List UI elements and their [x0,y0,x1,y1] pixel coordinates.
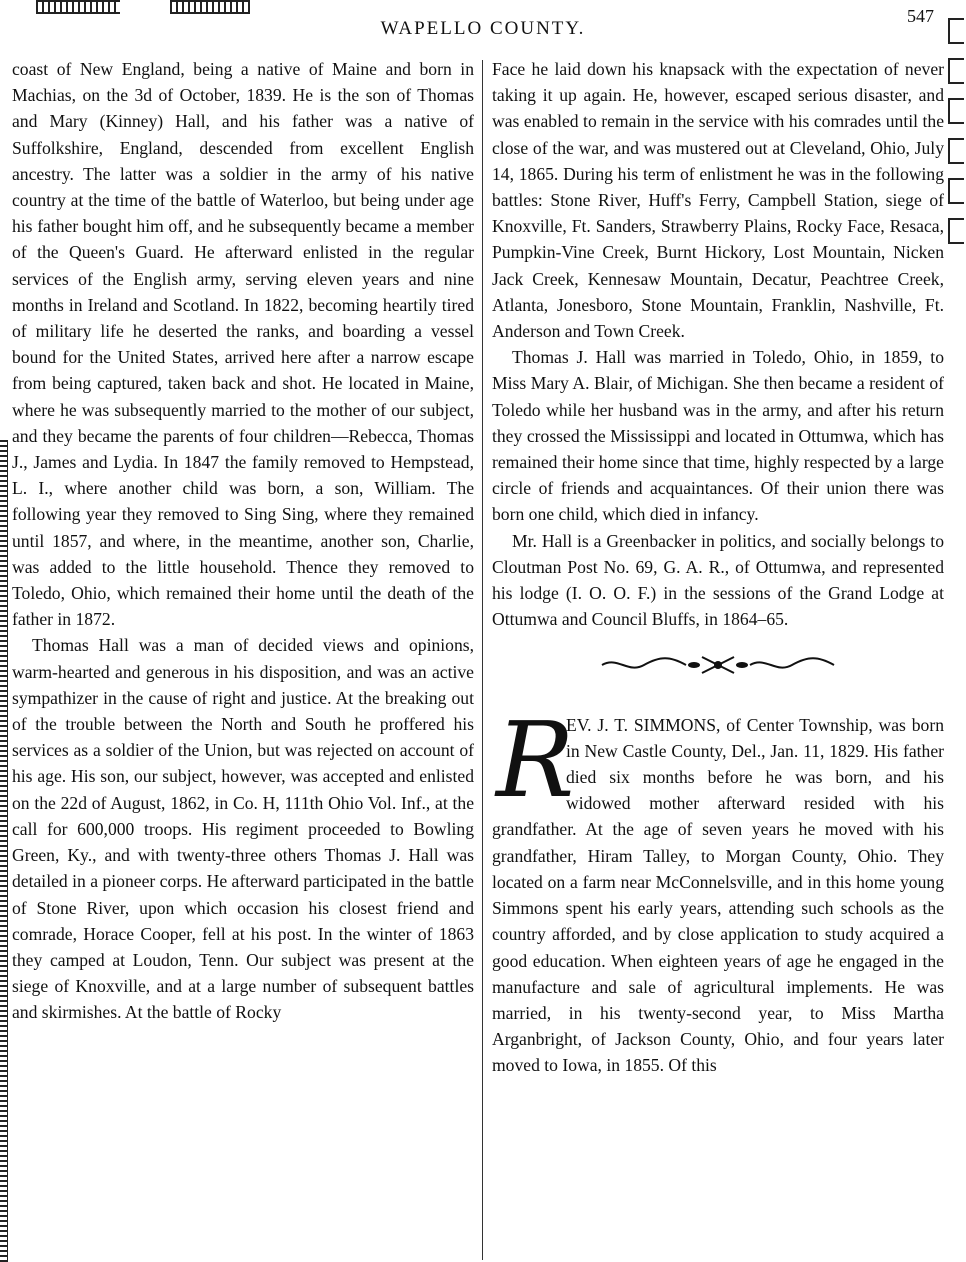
paragraph: EV. J. T. SIMMONS, of Center Township, was born in New Castle County, Del., Jan. 11, 1829. His father died six months before he was born, and his widowed mother afterward resided with his grandfather. At the age of seven years he moved with his grandfather, Hiram Talley, to Morgan County, Ohio. They located on a farm near McConnelsville, and in this home young Simmons spent his early years, attending such schools as the country afforded, and by close application to study acquired a good education. When eighteen years of age he engaged in the manufacture and sale of agricultural implements. He was married, in his twenty-second year, to Miss Martha Arganbright, of Jackson County, Ohio, and four years later moved to Iowa, in 1855. Of this [492,714,944,1076]
paragraph: Mr. Hall is a Greenbacker in politics, and socially belongs to Cloutman Post No. 69, G. A. R., of Ottumwa, and represented his lodge (I. O. O. F.) in the sessions of the Grand Lodge at Ottumwa and Council Bluffs, in 1864–65. [492,530,944,630]
right-margin-border [944,0,966,300]
right-column [492,56,944,1079]
running-head: WAPELLO COUNTY. [380,18,586,39]
drop-cap: R [496,698,575,821]
paragraph: Face he laid down his knapsack with the expectation of never taking it up again. He, however, escaped serious disaster, and was enabled to remain in the service with his comrades until the close of the war, and was mustered out at Cleveland, Ohio, July 14, 1865. During his term of enlistment he was in the following battles: Stone River, Huff's Ferry, Campbell Station, siege of Knoxville, Ft. Sanders, Strawberry Plains, Rocky Face, Resaca, Pumpkin-Vine Creek, Burnt Hickory, Lost Mountain, Nicken Jack Creek, Kennesaw Mountain, Decatur, Peachtree Creek, Atlanta, Jonesboro, Stone Mountain, Franklin, Nashville, Ft. Anderson and Town Creek. [492,59,944,342]
paragraph: coast of New England, being a native of Maine and born in Machias, on the 3d of October, 1839. He is the son of Thomas and Mary (Kinney) Hall, and his father was a native of Suffolkshire, England, descended from excellent English ancestry. The latter was a soldier in the army of his native country at the time of the battle of Waterloo, but being under age his father bought him off, and he subsequently became a member of the Queen's Guard. He afterward enlisted in the regular services of the English army, serving eleven years and nine months in Ireland and Scotland. In 1822, becoming heartily tired of military life he deserted the ranks, and boarding a vessel bound for the United States, arrived here after a narrow escape from being captured, taken back and shot. He located in Maine, where he was subsequently married to the mother of our subject, and they became the parents of four children—Rebecca, Thomas J., James and Lydia. In 1847 the family removed to Hempstead, L. I., where another child was born, a son, William. The following year they removed to Sing Sing, where they remained until 1857, and where, in the meantime, another son, Charlie, was added to the little household. Thence they removed to Toledo, Ohio, which remained their home until the death of the father in 1872. [12,59,474,630]
left-margin-border [0,440,8,1262]
ornamental-divider-icon [492,654,944,681]
column-divider [482,60,483,1260]
page-header [0,4,966,38]
paragraph: Thomas J. Hall was married in Toledo, Ohio, in 1859, to Miss Mary A. Blair, of Michigan. She then became a resident of Toledo while her husband was in the army, and after his return they crossed the Mississippi and located in Ottumwa, which has remained their home since that time, highly respected by a large circle of friends and acquaintances. Of their union there was born one child, which died in infancy. [492,347,944,525]
biography-simmons [492,698,944,1079]
page-number: 547 [907,6,934,26]
left-column [12,56,474,1026]
paragraph: Thomas Hall was a man of decided views and opinions, warm-hearted and generous in his disposition, and was an active sympathizer in the cause of right and justice. At the breaking out of the trouble between the North and South he proffered his services as a soldier of the Union, but was rejected on account of his age. His son, our subject, however, was accepted and enlisted on the 22d of August, 1862, in Co. H, 111th Ohio Vol. Inf., at the call for 600,000 troops. His regiment proceeded to Bowling Green, Ky., and with twenty-three others Thomas J. Hall was detailed in a pioneer corps. He afterward participated in the battle of Stone River, upon which occasion his closest friend and comrade, Horace Cooper, fell at his post. In the winter of 1863 they camped at Loudon, Tenn. Our subject was present at the siege of Knoxville, and at a large number of subsequent battles and skirmishes. At the battle of Rocky [12,635,474,1023]
